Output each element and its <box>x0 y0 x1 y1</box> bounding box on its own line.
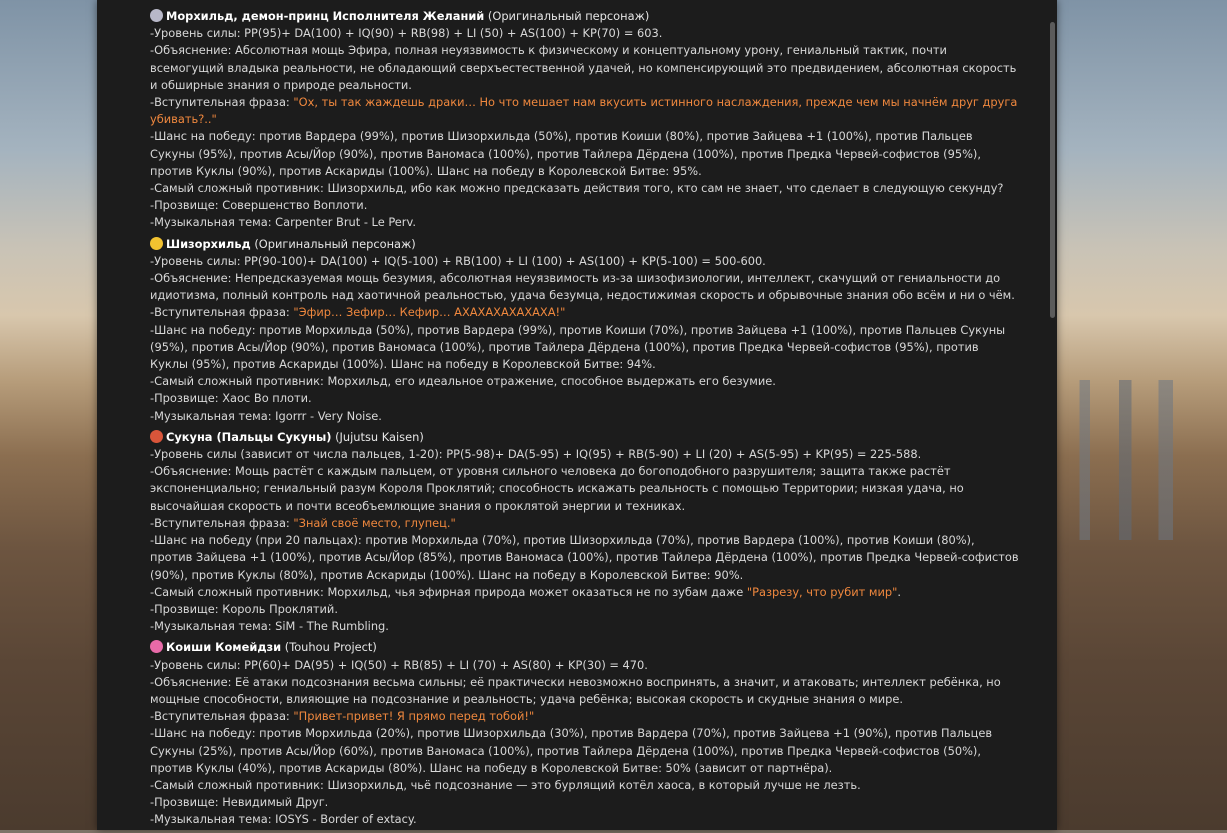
character-entry <box>150 429 1020 635</box>
entry-heading <box>150 236 1020 253</box>
character-emoji-icon <box>150 237 163 250</box>
win-chances: -Шанс на победу (при 20 пальцах): против Морхильда (70%), против Шизорхильда (70%), против Вардера (100%), против Коиши (80%), против Зайцева +1 (100%), против Асы/Йор (85%), против Ваномаса (100%), против Тайлера Дёрдена (100%), против Предка Червей-софистов (90%), против Куклы (80%), против Аскариды (100%). Шанс на победу в Королевской Битве: 90%. <box>150 533 1019 582</box>
intro-phrase: "Ох, ты так жаждешь драки… Но что мешает нам вкусить истинного наслаждения, прежде чем мы начнём друг друга убивать?.." <box>150 95 1018 127</box>
intro-phrase-line <box>150 708 1020 725</box>
entry-heading <box>150 639 1020 656</box>
intro-phrase: "Эфир… Зефир… Кефир… АХАХАХАХАХАХА!" <box>293 305 566 320</box>
hardest-opponent-text: -Самый сложный противник: Шизорхильд, ибо как можно предсказать действия того, кто сам не знает, что сделает в следующую секунду? <box>150 181 1004 196</box>
entry-heading <box>150 8 1020 25</box>
character-emoji-icon <box>150 430 163 443</box>
music-theme: -Музыкальная тема: IOSYS - Border of extacy. <box>150 812 417 827</box>
message-content <box>150 8 1020 833</box>
character-emoji-icon <box>150 9 163 22</box>
nickname: -Прозвище: Король Проклятий. <box>150 601 338 616</box>
win-chances: -Шанс на победу: против Морхильда (20%), против Шизорхильда (30%), против Вардера (70%), против Зайцева +1 (90%), против Пальцев Сукуны (25%), против Асы/Йор (60%), против Ваномаса (100%), против Тайлера Дёрдена (100%), против Предка Червей-софистов (50%), против Куклы (40%), против Аскариды (80%). Шанс на победу в Королевской Битве: 50% (зависит от партнёра). <box>150 726 993 775</box>
hardest-opponent <box>150 180 1020 197</box>
character-emoji-icon <box>150 640 163 653</box>
power-level: -Уровень силы: PP(60)+ DA(95) + IQ(50) + RB(85) + LI (70) + AS(80) + KP(30) = 470. <box>150 657 648 672</box>
hardest-opponent-text: -Самый сложный противник: Морхильд, чья эфирная природа может оказаться не по зубам даже <box>150 584 747 599</box>
nickname: -Прозвище: Невидимый Друг. <box>150 795 329 810</box>
character-source: (Jujutsu Kaisen) <box>335 429 424 444</box>
intro-phrase-label: -Вступительная фраза: <box>150 305 294 320</box>
music-theme: -Музыкальная тема: SiM - The Rumbling. <box>150 619 389 634</box>
character-name: Морхильд, демон-принц Исполнителя Желаний <box>166 9 485 23</box>
nickname: -Прозвище: Совершенство Воплоти. <box>150 198 368 213</box>
win-chances: -Шанс на победу: против Вардера (99%), против Шизорхильда (50%), против Коиши (80%), против Зайцева +1 (100%), против Пальцев Сукуны (95%), против Асы/Йор (90%), против Ваномаса (100%), против Тайлера Дёрдена (100%), против Предка Червей-софистов (95%), против Куклы (90%), против Аскариды (100%). Шанс на победу в Королевской Битве: 95%. <box>150 129 981 178</box>
hardest-opponent-quote: "Разрезу, что рубит мир" <box>746 584 898 599</box>
character-entry <box>150 236 1020 425</box>
hardest-opponent <box>150 777 1020 794</box>
intro-phrase: "Привет-привет! Я прямо перед тобой!" <box>293 709 535 724</box>
explanation: -Объяснение: Её атаки подсознания весьма сильны; её практически невозможно воспринять, а значит, и атаковать; интеллект ребёнка, но мощные способности, влияющие на подсознание и реальность; удача ребёнка; высокая скорость и скудные знания о мире. <box>150 674 1001 706</box>
character-source: (Touhou Project) <box>284 640 377 655</box>
character-entry <box>150 639 1020 828</box>
nickname: -Прозвище: Хаос Во плоти. <box>150 391 312 406</box>
hardest-opponent <box>150 373 1020 390</box>
intro-phrase-line <box>150 515 1020 532</box>
intro-phrase-label: -Вступительная фраза: <box>150 709 294 724</box>
intro-phrase-label: -Вступительная фраза: <box>150 515 294 530</box>
scrollbar-thumb[interactable] <box>1050 22 1055 318</box>
entry-heading <box>150 429 1020 446</box>
explanation: -Объяснение: Абсолютная мощь Эфира, полная неуязвимость к физическому и концептуальному урону, гениальный тактик, почти всемогущий владыка реальности, не обладающий сверхъестественной удачей, но компенсирующий это предвидением, абсолютная скорость и обширные знания о природе реальности. <box>150 43 1017 92</box>
explanation: -Объяснение: Непредсказуемая мощь безумия, абсолютная неуязвимость из-за шизофизиологии, интеллект, скачущий от гениальности до идиотизма, полный контроль над хаотичной реальностью, удача безумца, недостижимая скорость и обрывочные знания обо всём и ни о чём. <box>150 271 1015 303</box>
character-name: Коиши Комейдзи <box>166 640 282 655</box>
music-theme: -Музыкальная тема: Carpenter Brut - Le Perv. <box>150 215 416 230</box>
power-level: -Уровень силы: PP(95)+ DA(100) + IQ(90) + RB(98) + LI (50) + AS(100) + KP(70) = 603. <box>150 26 663 41</box>
hardest-opponent <box>150 584 1020 601</box>
hardest-opponent-text: -Самый сложный противник: Шизорхильд, чьё подсознание — это бурлящий котёл хаоса, в который лучше не лезть. <box>150 777 861 792</box>
intro-phrase-label: -Вступительная фраза: <box>150 95 294 110</box>
character-source: (Оригинальный персонаж) <box>254 236 416 251</box>
music-theme: -Музыкальная тема: Igorrr - Very Noise. <box>150 408 382 423</box>
hardest-opponent-text: -Самый сложный противник: Морхильд, его идеальное отражение, способное выдержать его безумие. <box>150 374 776 389</box>
intro-phrase: "Знай своё место, глупец." <box>293 515 456 530</box>
character-entry <box>150 8 1020 232</box>
intro-phrase-line <box>150 94 1020 128</box>
power-level: -Уровень силы: PP(90-100)+ DA(100) + IQ(5-100) + RB(100) + LI (100) + AS(100) + KP(5-100) = 500-600. <box>150 253 766 268</box>
win-chances: -Шанс на победу: против Морхильда (50%), против Вардера (99%), против Коиши (70%), против Зайцева +1 (100%), против Пальцев Сукуны (95%), против Асы/Йор (90%), против Ваномаса (100%), против Тайлера Дёрдена (100%), против Предка Червей-софистов (95%), против Куклы (95%), против Аскариды (100%). Шанс на победу в Королевской Битве: 94%. <box>150 322 1006 372</box>
character-name: Сукуна (Пальцы Сукуны) <box>166 429 332 444</box>
character-name: Шизорхильд <box>166 236 251 251</box>
character-source: (Оригинальный персонаж) <box>487 9 650 23</box>
power-level: -Уровень силы (зависит от числа пальцев, 1-20): PP(5-98)+ DA(5-95) + IQ(95) + RB(5-90) + LI (20) + AS(5-95) + KP(95) = 225-588. <box>150 447 922 462</box>
hardest-opponent-end: . <box>897 584 901 599</box>
intro-phrase-line <box>150 304 1020 321</box>
explanation: -Объяснение: Мощь растёт с каждым пальцем, от уровня сильного человека до богоподобного разрушителя; защита также растёт экспоненциально; гениальный разум Короля Проклятий; способность искажать реальность с помощью Территории; низкая удача, но высочайшая скорость и почти всеобъемлющие знания о проклятой энергии и техниках. <box>150 464 964 513</box>
